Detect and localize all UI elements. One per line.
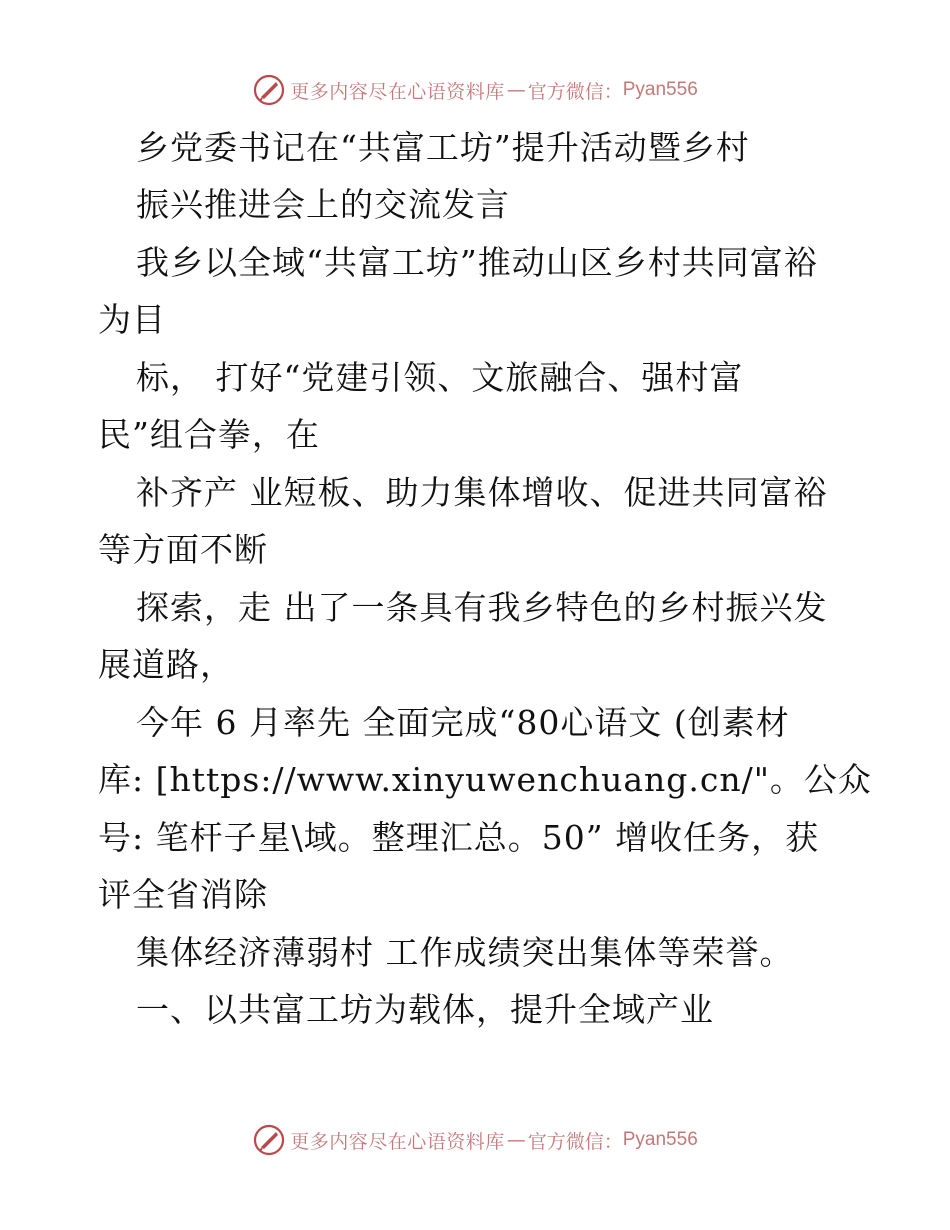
watermark-id: Pyan556 [622, 79, 698, 100]
paragraph-line: 展道路， [98, 645, 234, 684]
watermark-label: 官方微信： [527, 1130, 623, 1153]
watermark-label: 官方微信： [527, 80, 623, 103]
paragraph-line: 评全省消除 [98, 875, 268, 914]
paragraph-line: 补齐产 业短板、助力集体增收、促进共同富裕 [136, 473, 828, 512]
watermark-banner-bottom [0, 1122, 950, 1158]
section-heading: 一、以共富工坊为载体，提升全域产业 [136, 990, 714, 1029]
paragraph-line: 标， 打好“党建引领、文旅融合、强村富 [136, 358, 744, 397]
watermark-id: Pyan556 [622, 1129, 698, 1150]
paragraph-line: 探索，走 出了一条具有我乡特色的乡村振兴发 [136, 588, 828, 627]
paragraph-line: 库: [https://www.xinyuwenchuang.cn/"。公众 [98, 760, 872, 799]
watermark-text: 更多内容尽在心语资料库 [290, 1130, 505, 1153]
paragraph-line: 号: 笔杆子星\域。整理汇总。50” 增收任务，获 [98, 818, 820, 857]
watermark-dash: — [506, 79, 526, 101]
paragraph-line: 民”组合拳，在 [98, 415, 320, 454]
paragraph-line: 集体经济薄弱村 工作成绩突出集体等荣誉。 [136, 933, 794, 972]
watermark-text: 更多内容尽在心语资料库 [290, 80, 505, 103]
paragraph-line: 为目 [98, 300, 166, 339]
watermark-banner-top [0, 72, 950, 108]
document-title-line-1: 乡党委书记在“共富工坊”提升活动暨乡村 [136, 128, 750, 167]
paragraph-line: 我乡以全域“共富工坊”推动山区乡村共同富裕 [136, 243, 818, 282]
paragraph-line: 等方面不断 [98, 530, 268, 569]
paragraph-line: 今年 6 月率先 全面完成“80心语文 (创素材 [136, 703, 790, 742]
watermark-dash: — [506, 1129, 526, 1151]
document-title-line-2: 振兴推进会上的交流发言 [136, 185, 510, 224]
red-quill-logo-icon [252, 73, 286, 107]
red-quill-logo-icon [252, 1123, 286, 1157]
